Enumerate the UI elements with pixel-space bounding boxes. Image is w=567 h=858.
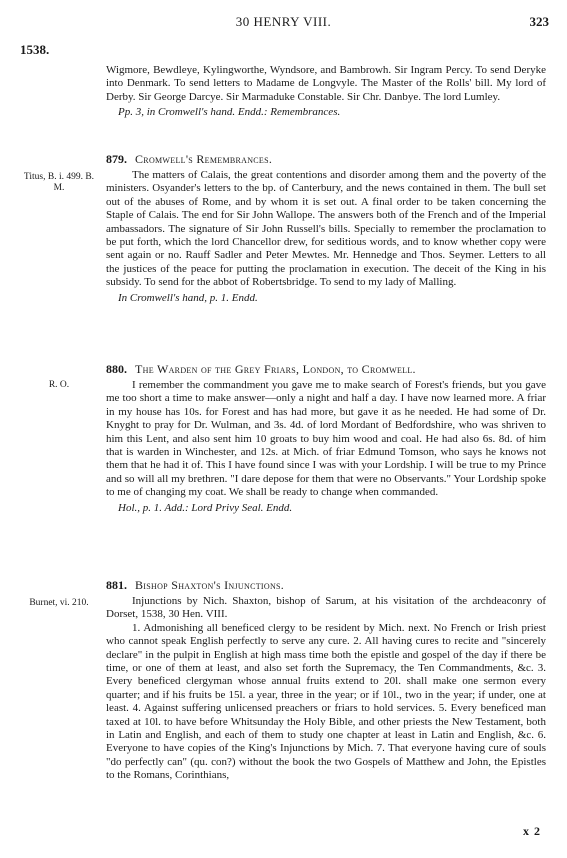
entry-number: 880. — [106, 362, 127, 376]
continuation-block — [106, 64, 546, 120]
entry-title: The Warden of the Grey Friars, London, to Cromwell. — [135, 362, 416, 376]
entry-heading — [106, 152, 546, 167]
margin-source-880: R. O. — [48, 380, 70, 390]
year-marker: 1538. — [20, 42, 50, 57]
running-title: 30 HENRY VIII. — [235, 14, 332, 29]
entry-heading — [106, 578, 546, 593]
signature-mark: x 2 — [523, 824, 541, 838]
margin-source-879: Titus, B. i. 499. B. M. — [23, 172, 95, 193]
entry-881 — [106, 578, 546, 783]
entry-title: Cromwell's Remembrances. — [135, 152, 273, 166]
entry-body: The matters of Calais, the great contentions and disorder among them and the poverty of the ministers. Osyander's letters to the bp. of Canterbury, and the news contained in them. The bull set out of the abuses of Rome, and by whom it is set out. A final order to be taken concerning the Staple of Calais. The end for Sir John Wallope. The answers both of the French and of the Imperial ambassadors. The signature of Sir John Russell's bills. Specially to remember the proclamation to be put forth, which the lord Chancellor drew, for seditious words, and to know whether copy were sent again or no. Rauff Sadler and Peter Mewtes. Mr. Hennedge and Thos. Seymer. Letters to all the justices of the peace for putting the proclamation in execution. The deceit of the King in his subsidy. To send for the abbot of Robertsbridge. To send to my lady of Malling. — [106, 169, 546, 289]
entry-intro: Injunctions by Nich. Shaxton, bishop of Sarum, at his visitation of the archdeaconry of Dorset, 1538, 30 Hen. VIII. — [106, 595, 546, 621]
continuation-endnote: Pp. 3, in Cromwell's hand. Endd.: Remembrances. — [118, 106, 341, 119]
entry-endnote: Hol., p. 1. Add.: Lord Privy Seal. Endd. — [118, 501, 293, 514]
running-head — [0, 14, 567, 30]
margin-source-881: Burnet, vi. 210. — [29, 598, 89, 608]
entry-number: 881. — [106, 578, 127, 592]
entry-number: 879. — [106, 152, 127, 166]
page-number: 323 — [529, 14, 549, 29]
entry-heading — [106, 362, 546, 377]
entry-880 — [106, 362, 546, 515]
entry-endnote: In Cromwell's hand, p. 1. Endd. — [118, 291, 258, 304]
entry-body: I remember the commandment you gave me to make search of Forest's friends, but you gave me too short a time to make answer—only a night and half a day. I have now learned more. A friar in my house has 10s. for Forest and has had more, but gave it as he needed. He had some of Dr. Knyght to pray for Dr. Wulman, and 3s. 4d. of lord Mordant of Bedfordshire, who was shriven to him this Lent, and also sent him 10 groats to buy him wood and coal. He had also 6s. 8d. of him that is warden in Winchester, and 12s. at Mich. of friar Edmund Tomson, who says he knows not them that he had it of. This I have found since I was with your Lordship. I will be true to my Prince and so will all my brethren. "I dare depose for them that were no Observants." Your Lordship spoke to me of changing my coat. We shall be ready to change when commanded. — [106, 379, 546, 499]
entry-879 — [106, 152, 546, 305]
entry-body: 1. Admonishing all beneficed clergy to be resident by Mich. next. No French or Irish priest who cannot speak English perfectly to serve any cure. 2. All having cures to recite and "sincerely declare" in the pulpit in English at high mass time both the epistle and gospel of the day if there be time, or one of them at least, and also set forth the Supremacy, the Ten Commandments, &c. 3. Every beneficed clergyman whose annual fruits extend to 20l. shall make one sermon every quarter; and if his fruits be 15l. a year, three in the year; or if 10l., two in the year; if under, one at least. 4. Against suffering unlicensed preachers or friars to hold services. 5. Every beneficed man taxed at 10l. to have before Whitsunday the Holy Bible, and other priests the New Testament, both in Latin and English, and each of them to study one chapter at least in Latin and English, &c. 6. Everyone to have copies of the King's Injunctions by Mich. 7. That everyone having cure of souls "do perfectly can" (qu. con?) without the book the two Gospels of Matthew and John, the Epistles to the Romans, Corinthians, — [106, 621, 546, 782]
continuation-text: Wigmore, Bewdleye, Kylingworthe, Wyndsore, and Bambrowh. Sir Ingram Percy. To send Deryke into Denmark. To send letters to Madame de Longvyle. The Master of the Rolls' bill. My lord of Derby. Sir George Darcye. Sir Marmaduke Constable. Sir Chr. Danbye. The lord Lumley. — [106, 64, 546, 103]
entry-title: Bishop Shaxton's Injunctions. — [135, 578, 285, 592]
